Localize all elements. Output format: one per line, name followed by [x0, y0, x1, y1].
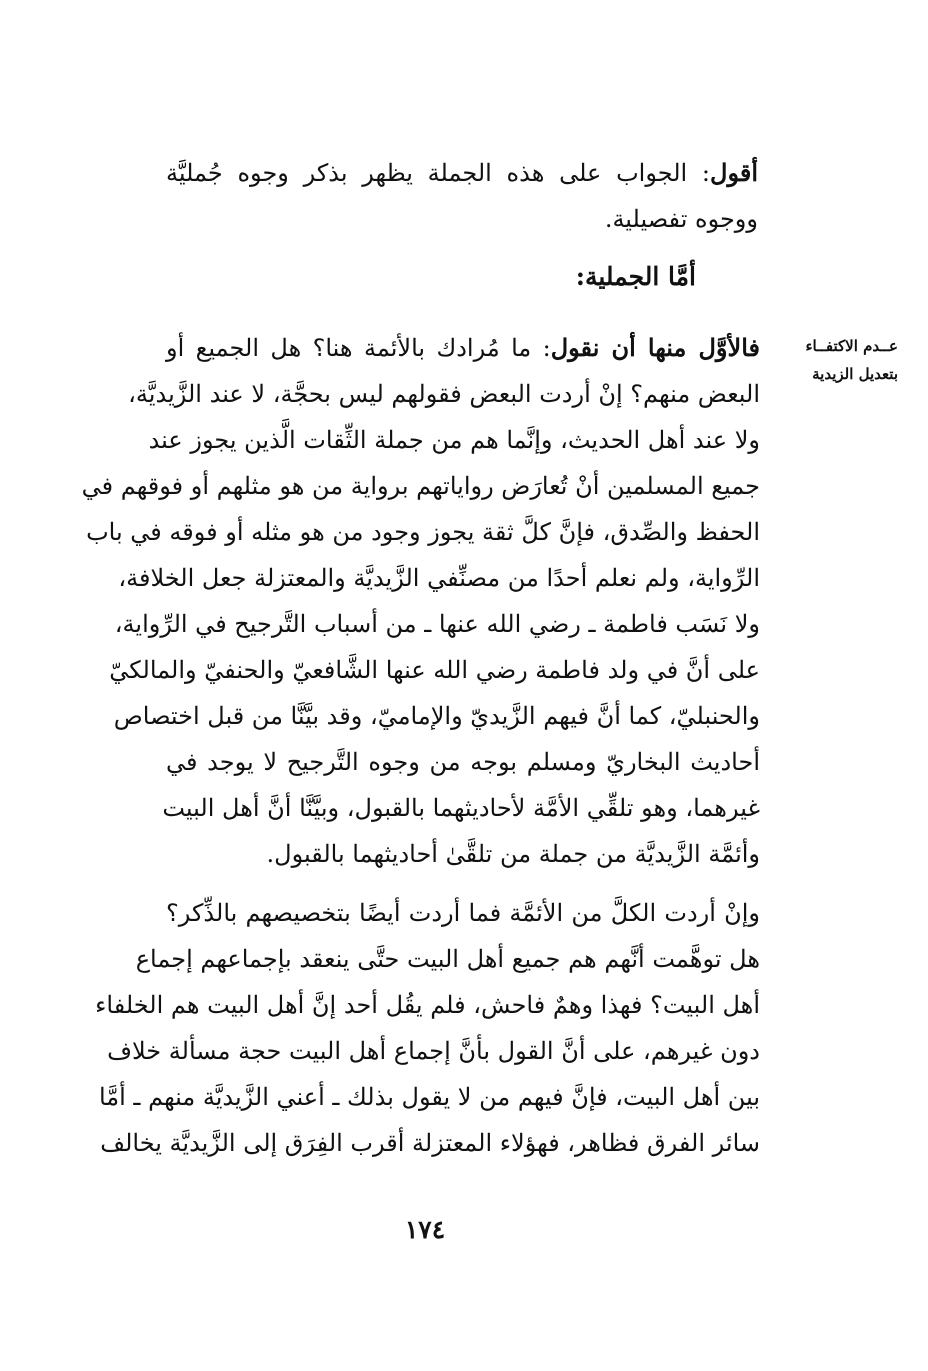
text-line: البعض منهم؟ إنْ أردت البعض فقولهم ليس بحجَّة، لا عند الزَّيديَّة،: [128, 380, 760, 408]
margin-note: [778, 332, 898, 388]
paragraph-first-point: [81, 325, 760, 877]
text-line: فالأوَّل منها أن نقول: ما مُرادك بالأئمة هنا؟ هل الجميع أو: [166, 333, 760, 362]
paragraph-intro: [166, 150, 758, 242]
page-number: ١٧٤: [404, 1215, 446, 1244]
text-line: والحنبليّ، كما أنَّ فيهم الزَّيديّ والإماميّ، وقد بيَّنَّا من قبل اختصاص: [113, 702, 760, 730]
text-line: أهل البيت؟ فهذا وهمٌ فاحش، فلم يقُل أحد إنَّ أهل البيت هم الخلفاء: [95, 991, 760, 1019]
lead-word: أقول: [710, 158, 758, 187]
section-heading: أمَّا الجملية:: [575, 262, 696, 291]
text-line: الرِّواية، ولم نعلم أحدًا من مصنِّفي الزَّيديَّة والمعتزلة جعل الخلافة،: [118, 564, 760, 592]
text-line: أحاديث البخاريّ ومسلم بوجه من وجوه التَّرجيح لا يوجد في: [166, 748, 760, 776]
margin-note-line: عــدم الاكتفــاء: [805, 337, 898, 355]
text-line: ولا نَسَب فاطمة ـ رضي الله عنها ـ من أسباب التَّرجيح في الرِّواية،: [114, 610, 760, 638]
text-line: هل توهَّمت أنَّهم هم جميع أهل البيت حتَّى ينعقد بإجماعهم إجماع: [135, 945, 760, 973]
text-line: جميع المسلمين أنْ تُعارَض رواياتهم برواية من هو مثلهم أو فوقهم في: [81, 472, 760, 500]
text-line: وأئمَّة الزَّيديَّة من جملة من تلقَّىٰ أحاديثهما بالقبول.: [266, 840, 760, 868]
text-line: غيرهما، وهو تلقِّي الأمَّة لأحاديثهما بالقبول، وبيَّنَّا أنَّ أهل البيت: [162, 794, 760, 822]
text-line: ولا عند أهل الحديث، وإنَّما هم من جملة الثِّقات الَّذين يجوز عند: [148, 426, 760, 454]
text-line: سائر الفرق فظاهر، فهؤلاء المعتزلة أقرب الفِرَق إلى الزَّيديَّة يخالف: [100, 1129, 760, 1157]
text-line: أقول: الجواب على هذه الجملة يظهر بذكر وجوه جُمليَّة: [166, 158, 758, 187]
text-line: ووجوه تفصيلية.: [604, 205, 758, 233]
paragraph-second-point: [95, 890, 760, 1166]
lead-phrase: فالأوَّل منها أن نقول: [550, 333, 760, 362]
text-line: على أنَّ في ولد فاطمة رضي الله عنها الشَّافعيّ والحنفيّ والمالكيّ: [109, 656, 760, 684]
text-line: الحفظ والصِّدق، فإنَّ كلَّ ثقة يجوز وجود من هو مثله أو فوقه في باب: [86, 518, 760, 546]
text-line: بين أهل البيت، فإنَّ فيهم من لا يقول بذلك ـ أعني الزَّيديَّة منهم ـ أمَّا: [98, 1083, 760, 1111]
text-line: وإنْ أردت الكلَّ من الأئمَّة فما أردت أيضًا بتخصيصهم بالذِّكر؟: [166, 899, 760, 927]
text-line: دون غيرهم، على أنَّ القول بأنَّ إجماع أهل البيت حجة مسألة خلاف: [107, 1037, 760, 1065]
margin-note-line: بتعديل الزيدية: [812, 365, 898, 383]
